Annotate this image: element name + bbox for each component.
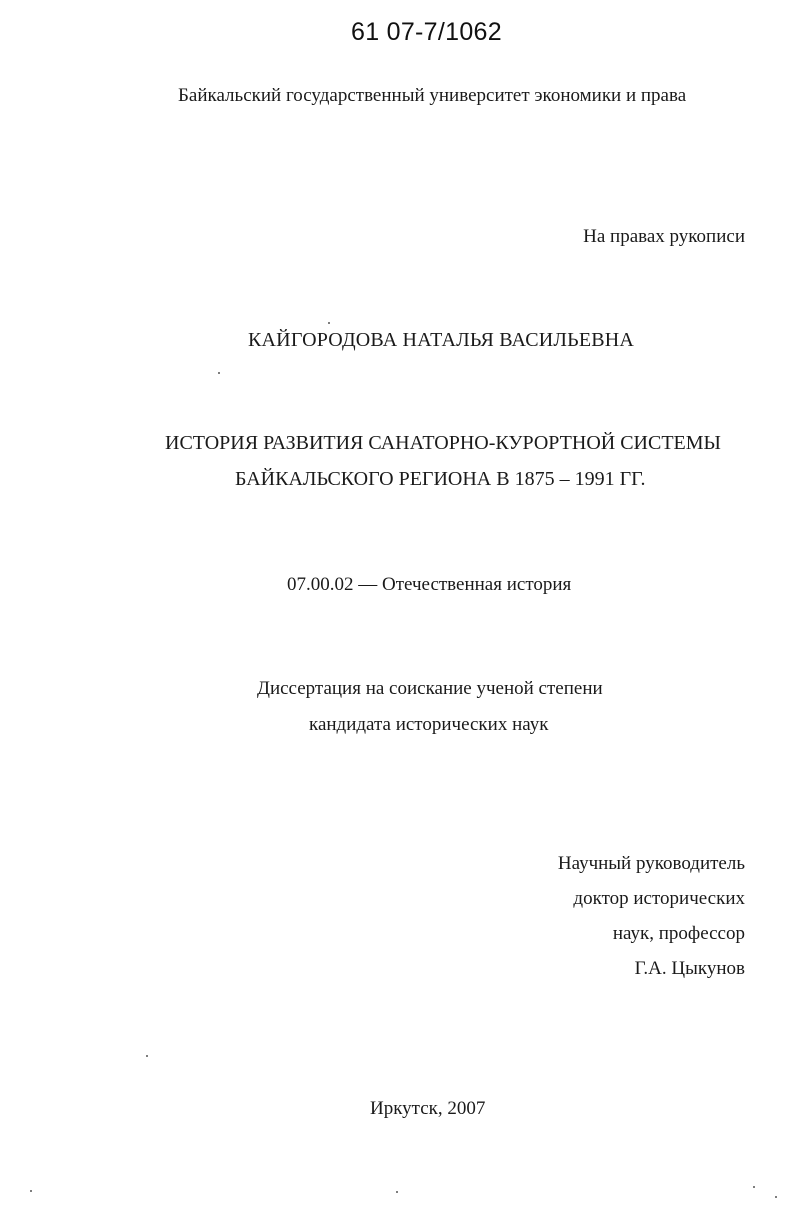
author-name: КАЙГОРОДОВА НАТАЛЬЯ ВАСИЛЬЕВНА: [248, 329, 635, 351]
specialty-code: 07.00.02 — Отечественная история: [287, 574, 572, 595]
dissertation-title-line-1: ИСТОРИЯ РАЗВИТИЯ САНАТОРНО-КУРОРТНОЙ СИСТЕМЫ: [165, 432, 721, 454]
advisor-name: Г.А. Цыкунов: [634, 958, 745, 979]
city-and-year: Иркутск, 2007: [370, 1098, 486, 1119]
dissertation-title-line-2: БАЙКАЛЬСКОГО РЕГИОНА В 1875 – 1991 ГГ.: [235, 468, 646, 490]
advisor-role: Научный руководитель: [557, 853, 745, 874]
catalog-number: 61 07-7/1062: [351, 18, 502, 46]
scan-speck: [775, 1196, 777, 1198]
scan-speck: [328, 322, 330, 324]
university-name: Байкальский государственный университет экономики и права: [178, 85, 687, 106]
degree-line-2: кандидата исторических наук: [309, 714, 549, 735]
degree-line-1: Диссертация на соискание ученой степени: [257, 678, 603, 699]
advisor-degree-line-1: доктор исторических: [573, 888, 745, 909]
scan-speck: [30, 1190, 32, 1192]
advisor-degree-line-2: наук, профессор: [612, 923, 745, 944]
scan-speck: [218, 372, 220, 374]
scan-speck: [396, 1191, 398, 1193]
scan-speck: [753, 1186, 755, 1188]
scan-speck: [146, 1055, 148, 1057]
manuscript-note: На правах рукописи: [583, 226, 745, 247]
